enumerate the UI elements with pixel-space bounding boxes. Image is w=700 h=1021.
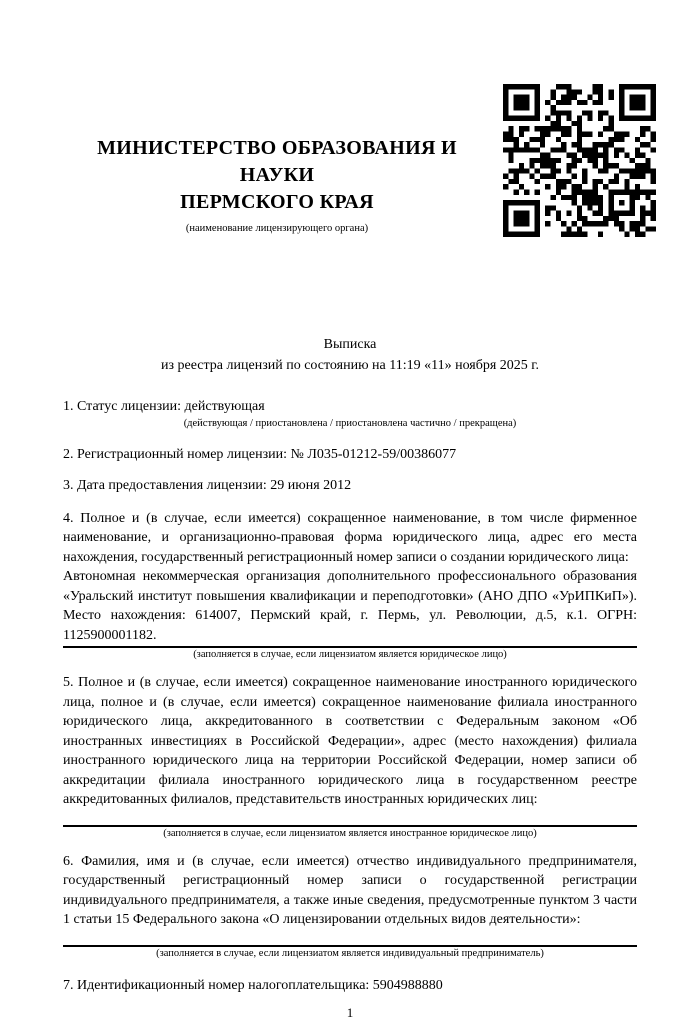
document-title-line-2: из реестра лицензий по состоянию на 11:19 «11» ноября 2025 г. bbox=[161, 358, 539, 373]
item-6-caption: (заполняется в случае, если лицензиатом является индивидуальный предприниматель) bbox=[156, 947, 544, 959]
licensing-authority-header bbox=[70, 0, 484, 235]
document-title bbox=[63, 334, 637, 376]
item-5-caption: (заполняется в случае, если лицензиатом является иностранное юридическое лицо) bbox=[163, 827, 537, 839]
ministry-caption: (наименование лицензирующего органа) bbox=[185, 223, 369, 234]
page-number: 1 bbox=[346, 1005, 354, 1020]
document-body bbox=[63, 334, 637, 1021]
item-7-taxpayer-number: 7. Идентификационный номер налогоплательщика: 5904988880 bbox=[63, 977, 443, 993]
item-4-caption: (заполняется в случае, если лицензиатом является юридическое лицо) bbox=[193, 649, 507, 660]
item-1-license-status: 1. Статус лицензии: действующая bbox=[63, 399, 265, 414]
item-4-value: Автономная некоммерческая организация дополнительного профессионального образования «Уральский институт повышения квалификации и переподготовки» (АНО ДПО «УрИПКиП»). Место нахождения: 614007, Пермский край, г. Пермь, ул. Революции, д.5, к.1. ОГРН: 1125900001182. bbox=[63, 569, 637, 643]
qr-code-icon bbox=[503, 84, 656, 237]
ministry-name-line-2: ПЕРМСКОГО КРАЯ bbox=[180, 191, 374, 213]
ministry-name-line-1: МИНИСТЕРСТВО ОБРАЗОВАНИЯ И НАУКИ bbox=[97, 137, 457, 186]
document-title-line-1: Выписка bbox=[323, 337, 377, 352]
item-6-paragraph: 6. Фамилия, имя и (в случае, если имеется) отчество индивидуального предпринимателя, государственный регистрационный номер записи о государственной регистрации индивидуального предпринимателя, а также иные сведения, предусмотренные пунктом 3 части 1 статьи 15 Федерального закона «О лицензировании отдельных видов деятельности»: bbox=[63, 853, 637, 927]
item-1-caption: (действующая / приостановлена / приостановлена частично / прекращена) bbox=[183, 417, 517, 429]
item-3-grant-date: 3. Дата предоставления лицензии: 29 июня 2012 bbox=[63, 478, 352, 493]
item-2-registration-number: 2. Регистрационный номер лицензии: № Л035-01212-59/00386077 bbox=[63, 446, 457, 462]
item-5-paragraph: 5. Полное и (в случае, если имеется) сокращенное наименование иностранного юридического лица, полное и (в случае, если имеется) сокращенное наименование филиала иностранного юридического лица, аккредитованного в соответствии с Федеральным законом «Об иностранных инвестициях в Российской Федерации», адрес (место нахождения) филиала иностранного юридического лица на территории Российской Федерации, номер записи об аккредитации филиала иностранного юридического лица в государственном реестре аккредитованных филиалов, представительств иностранных юридических лиц: bbox=[63, 675, 637, 807]
item-4-paragraph: 4. Полное и (в случае, если имеется) сокращенное наименование, в том числе фирменное наименование, и организационно-правовая форма юридического лица, адрес его места нахождения, государственный регистрационный номер записи о создании юридического лица: bbox=[63, 510, 637, 565]
